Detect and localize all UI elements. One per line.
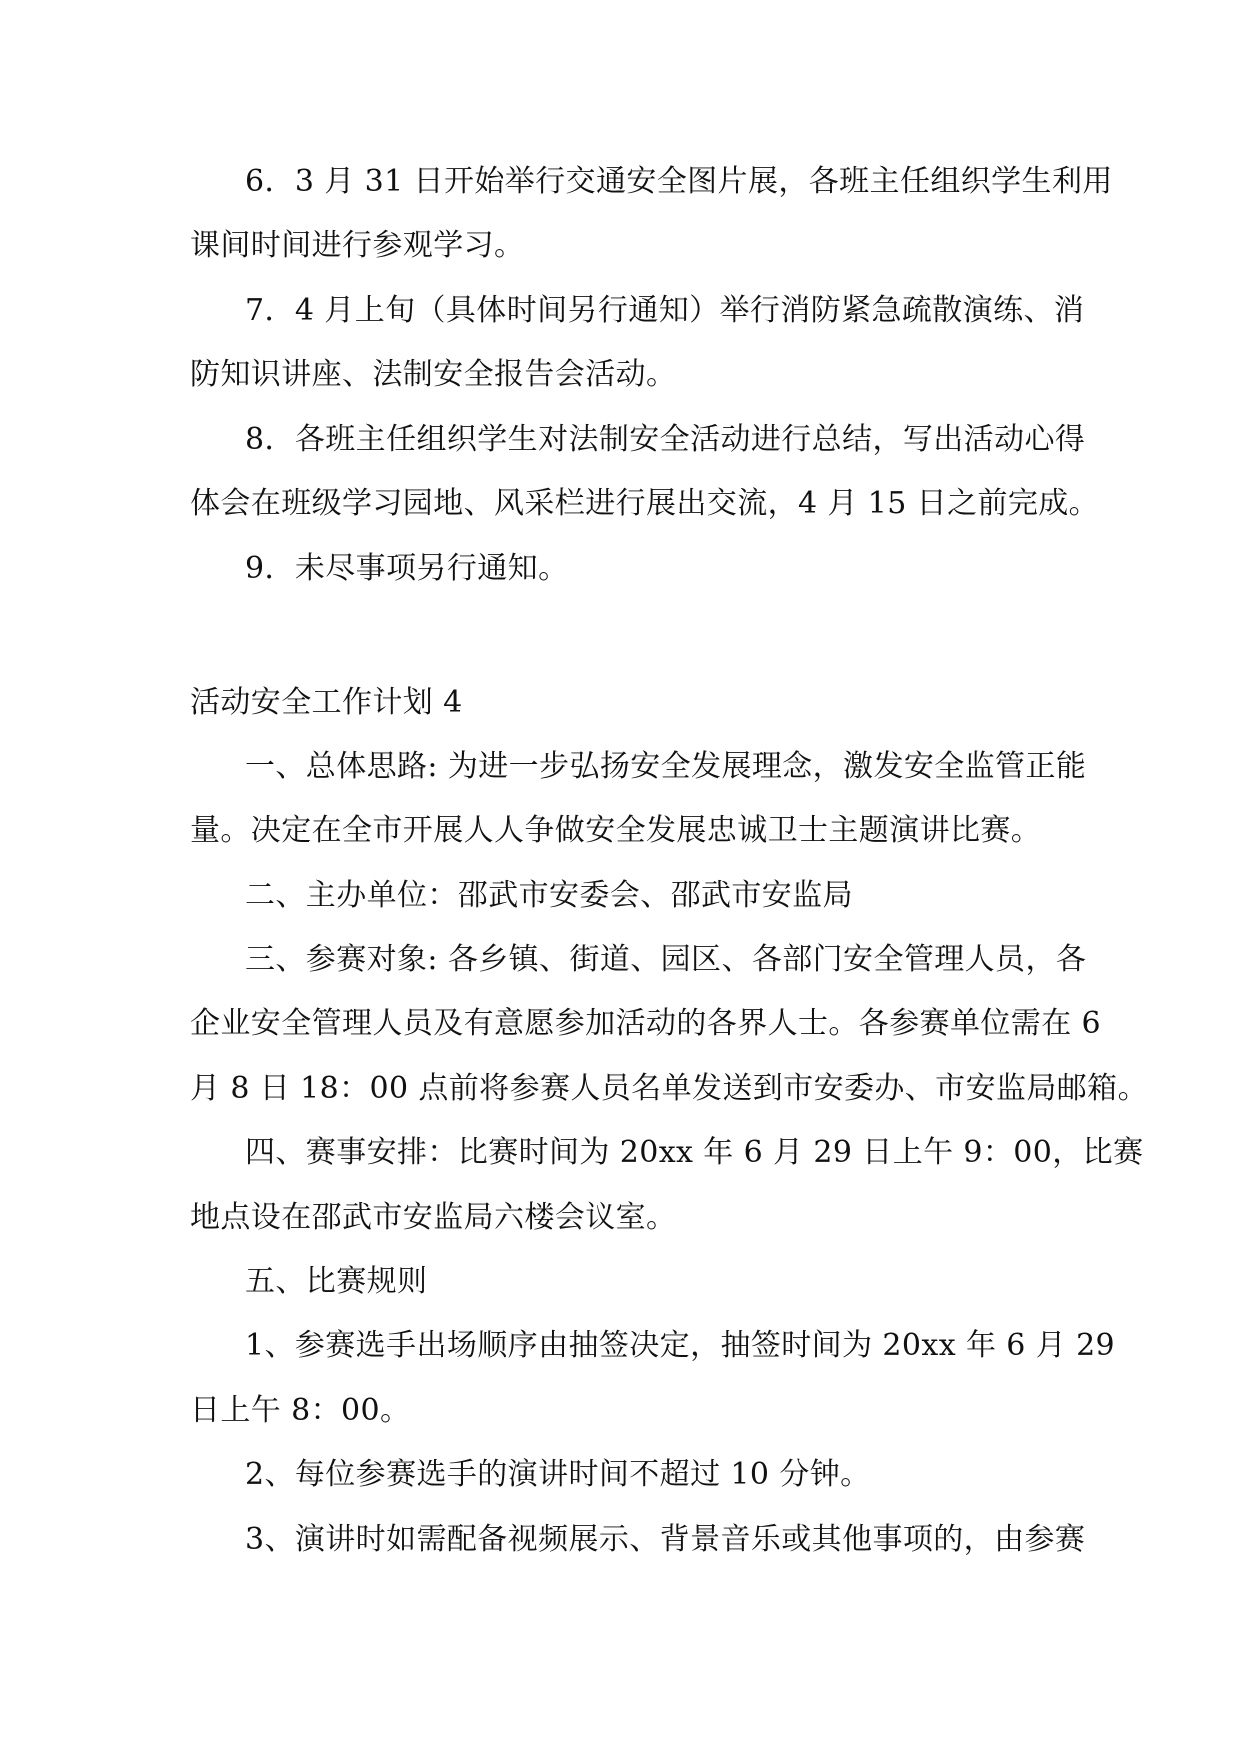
- paragraph-line: 7．4 月上旬（具体时间另行通知）举行消防紧急疏散演练、消: [245, 293, 1085, 328]
- paragraph-line: 6．3 月 31 日开始举行交通安全图片展，各班主任组织学生利用: [245, 164, 1113, 199]
- paragraph-line: 1、参赛选手出场顺序由抽签决定，抽签时间为 20xx 年 6 月 29: [245, 1328, 1116, 1363]
- section-heading: 活动安全工作计划 4: [190, 685, 463, 720]
- paragraph-line: 二、主办单位：邵武市安委会、邵武市安监局: [245, 878, 853, 913]
- paragraph-line: 体会在班级学习园地、风采栏进行展出交流，4 月 15 日之前完成。: [190, 486, 1100, 521]
- paragraph-line: 地点设在邵武市安监局六楼会议室。: [190, 1200, 677, 1235]
- paragraph-line: 课间时间进行参观学习。: [190, 228, 525, 263]
- paragraph-line: 五、比赛规则: [245, 1264, 428, 1299]
- paragraph-line: 月 8 日 18：00 点前将参赛人员名单发送到市安委办、市安监局邮箱。: [190, 1071, 1148, 1106]
- paragraph-line: 量。决定在全市开展人人争做安全发展忠诚卫士主题演讲比赛。: [190, 813, 1042, 848]
- paragraph-line: 四、赛事安排：比赛时间为 20xx 年 6 月 29 日上午 9：00，比赛: [245, 1135, 1144, 1170]
- paragraph-line: 企业安全管理人员及有意愿参加活动的各界人士。各参赛单位需在 6: [190, 1006, 1102, 1041]
- paragraph-line: 8．各班主任组织学生对法制安全活动进行总结，写出活动心得: [245, 422, 1086, 457]
- paragraph-line: 三、参赛对象: 各乡镇、街道、园区、各部门安全管理人员，各: [245, 942, 1087, 977]
- paragraph-line: 防知识讲座、法制安全报告会活动。: [190, 357, 677, 392]
- paragraph-line: 一、总体思路: 为进一步弘扬安全发展理念，激发安全监管正能: [245, 749, 1087, 784]
- paragraph-line: 3、演讲时如需配备视频展示、背景音乐或其他事项的，由参赛: [245, 1522, 1086, 1557]
- paragraph-line: 日上午 8：00。: [190, 1393, 411, 1428]
- paragraph-line: 2、每位参赛选手的演讲时间不超过 10 分钟。: [245, 1457, 871, 1492]
- paragraph-line: 9．未尽事项另行通知。: [245, 551, 569, 586]
